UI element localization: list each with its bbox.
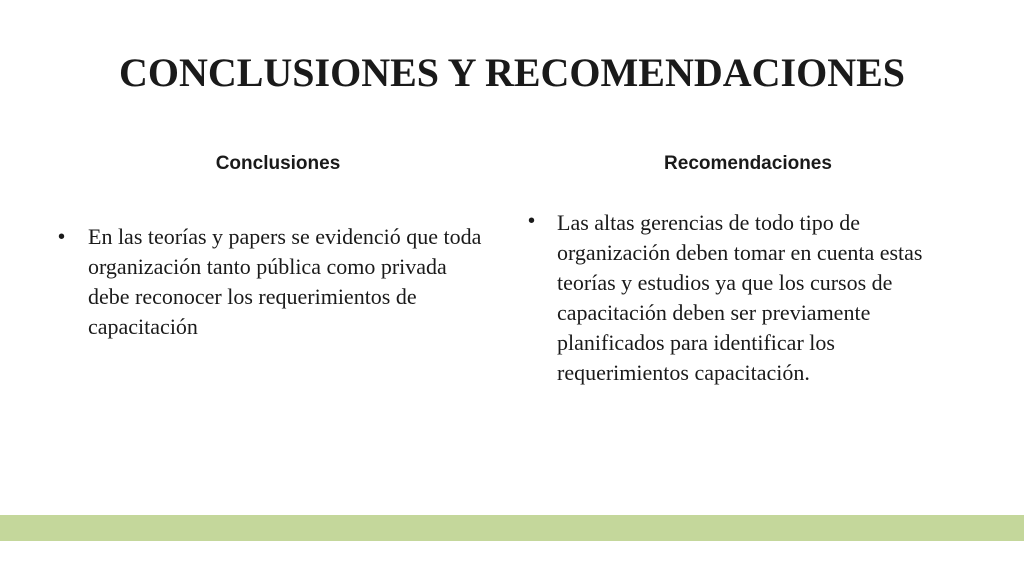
- recommendations-heading: Recomendaciones: [664, 153, 832, 174]
- footer-accent-bar: [0, 515, 1024, 541]
- bullet-icon: •: [528, 210, 536, 232]
- conclusion-text: En las teorías y papers se evidenció que toda organización tanto pública como privada debe reconocer los requerimientos de capacitación: [88, 224, 482, 339]
- recommendation-text: Las altas gerencias de todo tipo de organización deben tomar en cuenta estas teorías y estudios ya que los cursos de capacitación deben ser previamente planificados para identificar los requerimientos capacitación.: [557, 210, 923, 385]
- bullet-icon: •: [58, 226, 66, 248]
- conclusions-heading: Conclusiones: [215, 153, 341, 174]
- slide-title: CONCLUSIONES Y RECOMENDACIONES: [118, 50, 906, 95]
